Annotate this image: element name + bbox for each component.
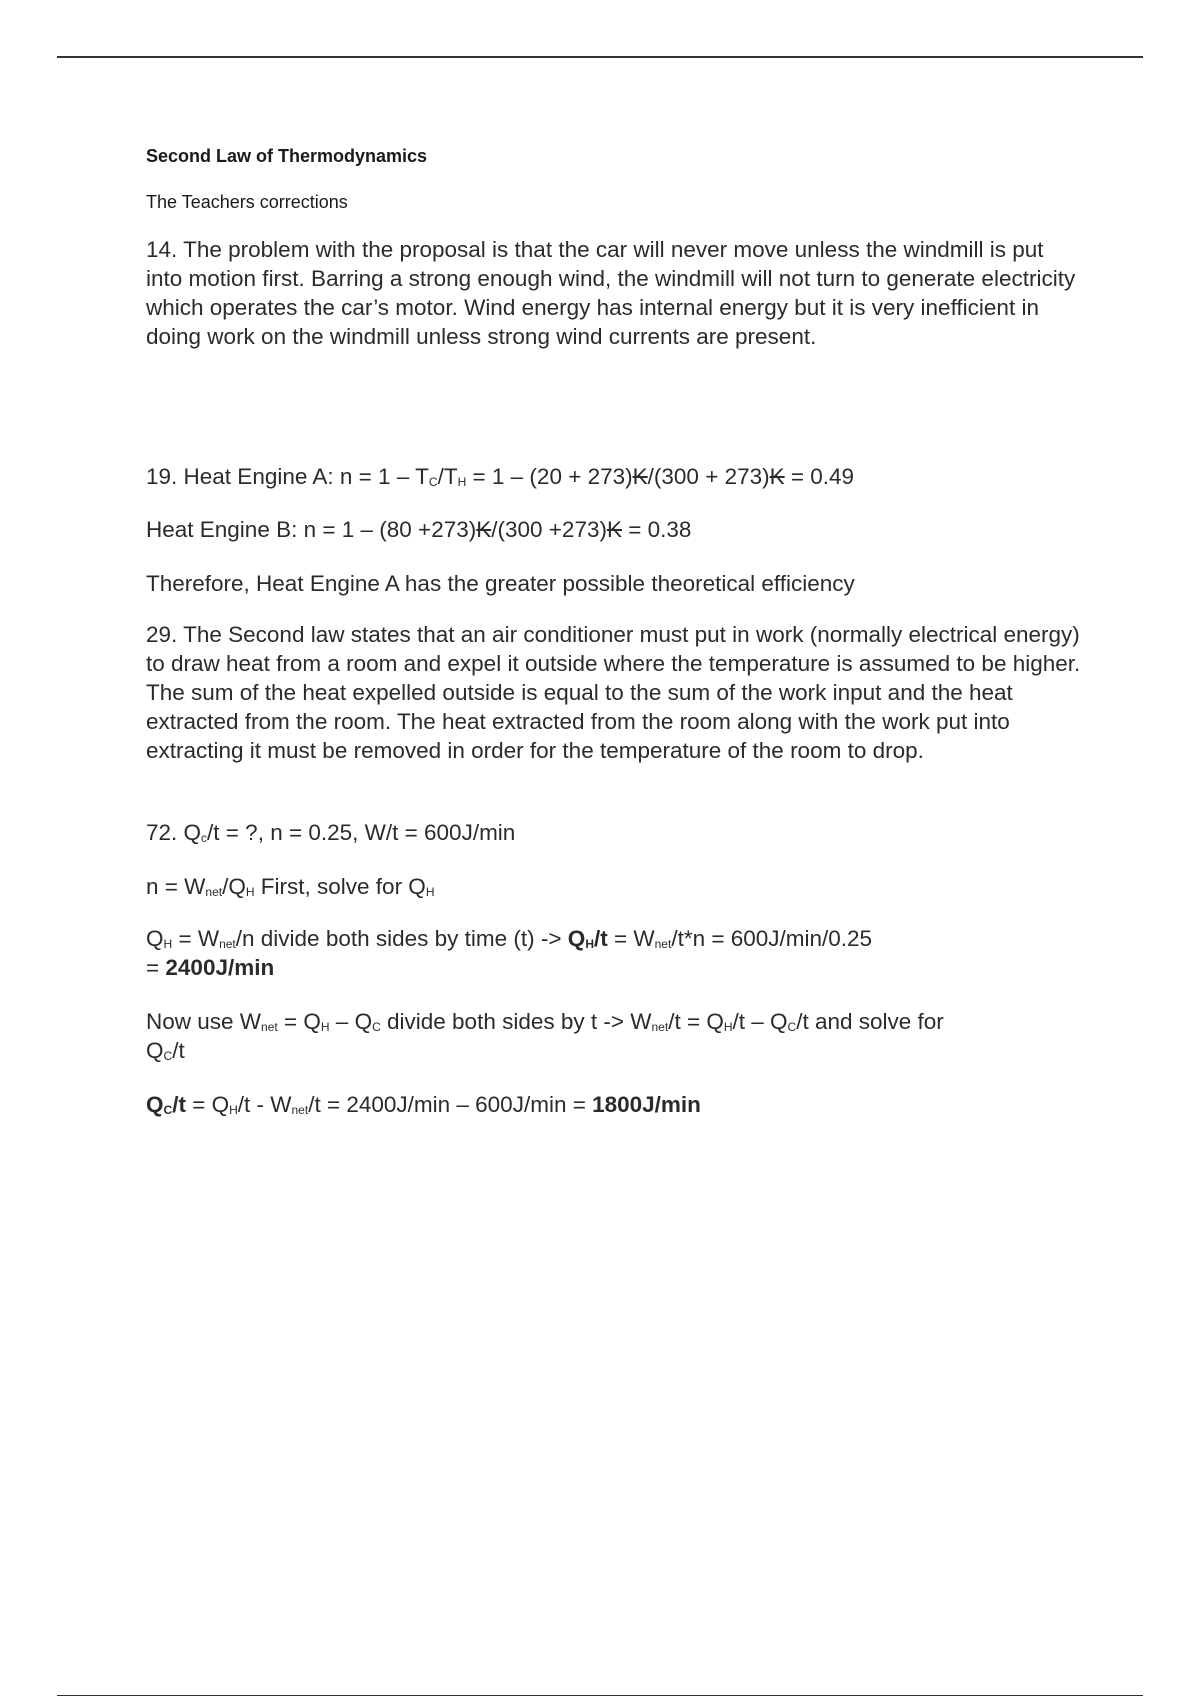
answer-72-qc-eq: Now use $W_{net} = Q_H - Q_C$ divide both sides by $t -> W_{net}/t = Q_H/t - Q_C/t$ and solve for $Q_C/t$ [146, 1009, 944, 1063]
document-title: Second Law of Thermodynamics [146, 146, 428, 166]
answer-72-efficiency-eq: $n = W_{net}/Q_H$ First, solve for $Q_H$ [146, 874, 435, 899]
answer-14: 14. The problem with the proposal is that the car will never move unless the windmill is put into motion first. Barring a strong enough wind, the windmill will not turn to generate electricity which operates the car’s motor. Wind energy has internal energy but it is very inefficient in doing work on the windmill unless strong wind currents are present. [146, 237, 1076, 349]
answer-72-qh-eq: $Q_H = W_{net}/n$ divide both sides by time $(t) -> Q_H/t = W_{net}/t*n = 600J/\min/0.25$ = 2400J/min [146, 926, 873, 980]
document-subtitle: The Teachers corrections [146, 192, 348, 212]
footer-rule [57, 1695, 1143, 1696]
answer-19-conclusion: Therefore, Heat Engine A has the greater possible theoretical efficiency [146, 571, 855, 596]
answer-19-engine-a: 19. Heat Engine A: $n = 1 - T_C/T_H = 1 - (20 + 273)K/(300 + 273)K = 0.49$ [146, 464, 855, 489]
answer-19-engine-b: Heat Engine B: n = 1 – (80 +273)K/(300 +273)K = 0.38 [146, 517, 692, 542]
header-rule [57, 56, 1143, 58]
answer-29: 29. The Second law states that an air conditioner must put in work (normally electrical energy) to draw heat from a room and expel it outside where the temperature is assumed to be higher. The sum of the heat expelled outside is equal to the sum of the work input and the heat extracted from the room. The heat extracted from the room along with the work put into extracting it must be removed in order for the temperature of the room to drop. [146, 622, 1081, 763]
answer-72-given: 72. $Q_c/t$ = ?, n = 0.25, W/t = 600J/min [146, 820, 516, 845]
answer-72-result: $Q_C/t = Q_H/t - W_{net}/t = 2400J/\min - 600J/\min = 1800J/\min$ [146, 1092, 701, 1117]
